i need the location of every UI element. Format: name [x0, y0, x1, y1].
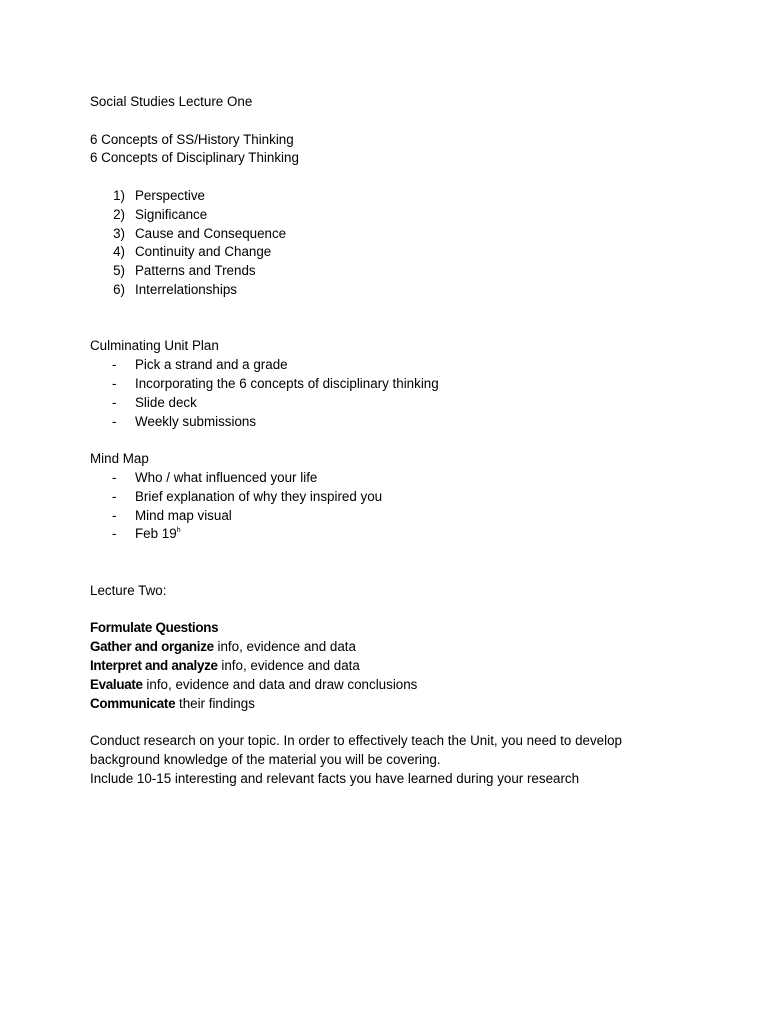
bullet-dash: -	[112, 469, 117, 485]
list-number: 4)	[113, 244, 125, 260]
inquiry-step	[90, 676, 680, 695]
document-title: Social Studies Lecture One	[90, 94, 253, 109]
list-item-text: Continuity and Change	[135, 244, 272, 260]
spacer	[90, 563, 680, 582]
list-item-text: Pick a strand and a grade	[135, 357, 288, 373]
spacer	[90, 601, 680, 620]
list-item	[90, 262, 680, 281]
spacer	[90, 713, 680, 732]
list-item-text: Slide deck	[135, 394, 197, 410]
facts-paragraph: Include 10-15 interesting and relevant facts you have learned during your research	[90, 770, 580, 786]
list-number: 2)	[113, 206, 125, 222]
bullet-dash: -	[112, 507, 117, 523]
list-item-text: Patterns and Trends	[135, 263, 256, 279]
list-item	[90, 281, 680, 300]
concepts-list	[90, 187, 680, 300]
inquiry-step-keyword: Communicate	[90, 695, 176, 711]
list-number: 3)	[113, 225, 125, 241]
inquiry-step-keyword: Evaluate	[90, 676, 143, 692]
inquiry-step-text: info, evidence and data and draw conclusions	[142, 676, 418, 692]
lecture-two-heading: Lecture Two:	[90, 582, 167, 598]
list-item-text: Significance	[135, 206, 208, 222]
list-item	[90, 225, 680, 244]
unit-plan-list	[90, 356, 680, 431]
inquiry-step-text: info, evidence and data	[217, 657, 360, 673]
spacer	[90, 168, 680, 187]
list-item	[90, 488, 680, 507]
bullet-dash: -	[112, 413, 117, 429]
list-item	[90, 187, 680, 206]
list-number: 6)	[113, 281, 125, 297]
list-number: 5)	[113, 263, 125, 279]
date-suffix: h	[176, 527, 181, 535]
spacer	[90, 319, 680, 338]
list-item-text: Interrelationships	[135, 281, 237, 297]
mind-map-heading: Mind Map	[90, 451, 149, 467]
list-item-text: Who / what influenced your life	[135, 469, 318, 485]
bullet-dash: -	[112, 488, 117, 504]
inquiry-step-keyword: Formulate Questions	[90, 620, 219, 636]
list-number: 1)	[113, 187, 125, 203]
spacer	[90, 300, 680, 319]
list-item	[90, 394, 680, 413]
spacer	[90, 431, 680, 450]
list-item-text: Brief explanation of why they inspired you	[135, 488, 383, 504]
list-item-text: Incorporating the 6 concepts of disciplinary thinking	[135, 375, 439, 391]
bullet-dash: -	[112, 375, 117, 391]
research-paragraph: Conduct research on your topic. In order to effectively teach the Unit, you need to develop background knowledge of the material you will be covering.	[90, 733, 622, 767]
concepts-heading-2: 6 Concepts of Disciplinary Thinking	[90, 150, 299, 166]
list-item	[90, 356, 680, 375]
mind-map-list	[90, 469, 680, 544]
list-item-text: Feb 19	[135, 526, 177, 542]
bullet-dash: -	[112, 394, 117, 410]
list-item	[90, 469, 680, 488]
inquiry-step	[90, 638, 680, 657]
list-item-text: Perspective	[135, 187, 205, 203]
list-item	[90, 375, 680, 394]
concepts-heading-1: 6 Concepts of SS/History Thinking	[90, 131, 294, 147]
list-item	[90, 206, 680, 225]
inquiry-step	[90, 657, 680, 676]
inquiry-step-keyword: Interpret and analyze	[90, 657, 218, 673]
list-item-text: Cause and Consequence	[135, 225, 287, 241]
inquiry-step-keyword: Gather and organize	[90, 639, 214, 655]
inquiry-step	[90, 695, 680, 714]
bullet-dash: -	[112, 526, 117, 542]
inquiry-step-text: their findings	[175, 695, 255, 711]
list-item-text: Mind map visual	[135, 507, 232, 523]
list-item	[90, 243, 680, 262]
inquiry-step	[90, 619, 680, 638]
list-item	[90, 525, 680, 544]
spacer	[90, 112, 680, 131]
list-item	[90, 413, 680, 432]
spacer	[90, 544, 680, 563]
bullet-dash: -	[112, 357, 117, 373]
inquiry-step-text: info, evidence and data	[213, 639, 356, 655]
document-page	[90, 93, 680, 788]
list-item	[90, 507, 680, 526]
unit-plan-heading: Culminating Unit Plan	[90, 338, 219, 354]
list-item-text: Weekly submissions	[135, 413, 257, 429]
